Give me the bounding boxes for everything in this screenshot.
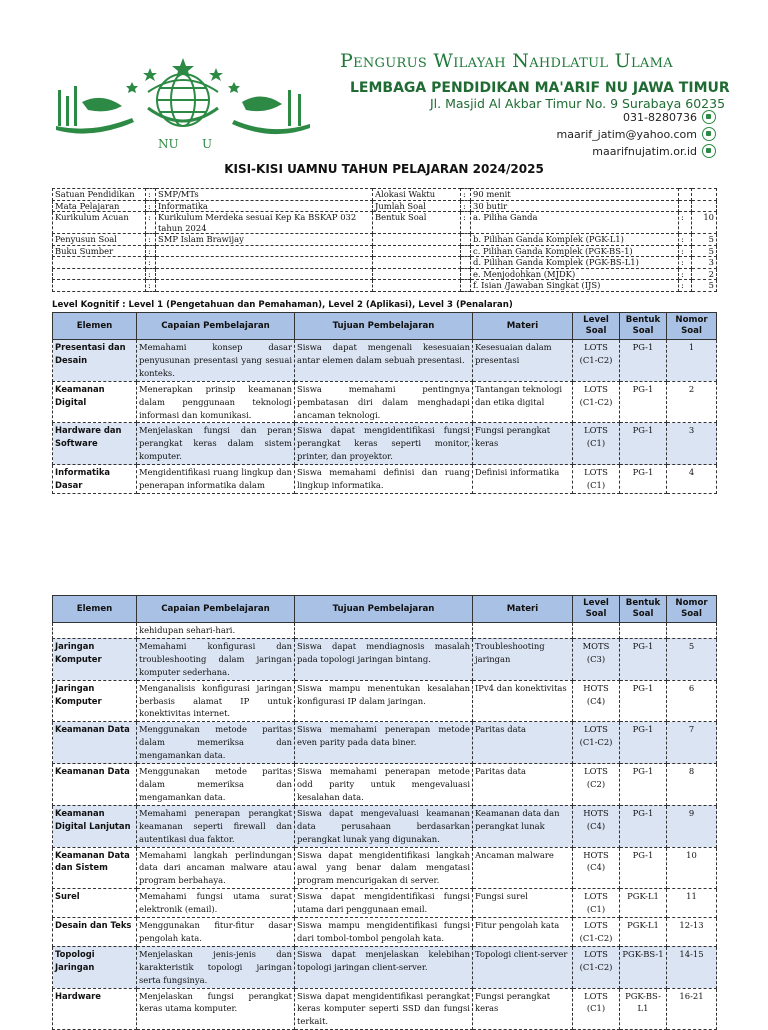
identity-value-2: e. Menjodohkan (MJDK) xyxy=(471,268,679,280)
level-cell: LOTS (C1) xyxy=(573,988,620,1030)
identity-colon: : xyxy=(146,257,156,269)
identity-colon: : xyxy=(461,189,471,201)
capaian-cell: Menjelaskan jenis-jenis dan karakteristik topologi jaringan serta fungsinya. xyxy=(137,946,295,988)
level-cell: LOTS (C1-C2) xyxy=(573,340,620,382)
capaian-cell: Memahami langkah perlindungan data dari ancaman malware atau program berbahaya. xyxy=(137,847,295,889)
identity-colon xyxy=(461,234,471,246)
column-header: Level Soal xyxy=(573,313,620,340)
materi-cell: Fitur pengolah kata xyxy=(473,918,573,947)
elemen-cell xyxy=(53,623,137,639)
table-row xyxy=(53,638,717,680)
elemen-cell: Presentasi dan Desain xyxy=(53,340,137,382)
materi-cell: Keamanan data dan perangkat lunak xyxy=(473,805,573,847)
elemen-cell: Hardware dan Software xyxy=(53,423,137,465)
identity-label: Kurikulum Acuan xyxy=(53,212,146,234)
identity-value xyxy=(156,280,373,292)
table-row xyxy=(53,805,717,847)
identity-row xyxy=(53,212,717,234)
nomor-cell: 5 xyxy=(667,638,717,680)
website-address: maarifnujatim.or.id xyxy=(592,144,697,158)
identity-colon: : xyxy=(146,234,156,246)
identity-value-2: 90 menit xyxy=(471,189,679,201)
capaian-cell: Memahami fungsi utama surat elektronik (email). xyxy=(137,889,295,918)
identity-colon: : xyxy=(146,245,156,257)
column-header: Level Soal xyxy=(573,596,620,623)
table-row xyxy=(53,847,717,889)
identity-colon xyxy=(461,257,471,269)
identity-count xyxy=(692,200,717,212)
table-row xyxy=(53,340,717,382)
identity-count: 2 xyxy=(692,268,717,280)
elemen-cell: Keamanan Digital xyxy=(53,381,137,423)
document-title: KISI-KISI UAMNU TAHUN PELAJARAN 2024/2025 xyxy=(224,162,544,176)
identity-label xyxy=(53,268,146,280)
empty-cell xyxy=(295,623,473,639)
identity-label: Satuan Pendidikan xyxy=(53,189,146,201)
identity-label xyxy=(53,280,146,292)
level-cell: LOTS (C1-C2) xyxy=(573,918,620,947)
nomor-cell: 10 xyxy=(667,847,717,889)
tujuan-cell: Siswa mampu menentukan kesalahan konfigurasi IP dalam jaringan. xyxy=(295,680,473,722)
nomor-cell: 8 xyxy=(667,764,717,806)
level-note: Level Kognitif : Level 1 (Pengetahuan dan Pemahaman), Level 2 (Aplikasi), Level 3 (Penalaran) xyxy=(52,300,513,310)
org-title: Pengurus Wilayah Nahdlatul Ulama xyxy=(340,50,673,72)
identity-count: 3 xyxy=(692,257,717,269)
column-header: Nomor Soal xyxy=(667,313,717,340)
column-header: Elemen xyxy=(53,596,137,623)
tujuan-cell: Siswa memahami penerapan metode odd parity untuk mengevaluasi kesalahan data. xyxy=(295,764,473,806)
elemen-cell: Keamanan Data dan Sistem xyxy=(53,847,137,889)
identity-colon xyxy=(679,200,692,212)
materi-cell: Definisi informatika xyxy=(473,465,573,494)
elemen-cell: Keamanan Data xyxy=(53,722,137,764)
materi-cell: Kesesuaian dalam presentasi xyxy=(473,340,573,382)
tujuan-cell: Siswa dapat mengidentifikasi langkah awal yang benar dalam mengatasi program mencurigakan di server. xyxy=(295,847,473,889)
capaian-cell: Menggunakan fitur-fitur dasar pengolah kata. xyxy=(137,918,295,947)
identity-label-2 xyxy=(373,268,461,280)
identity-value xyxy=(156,257,373,269)
elemen-cell: Surel xyxy=(53,889,137,918)
capaian-cell: Menerapkan prinsip keamanan dalam penggunaan teknologi informasi dan komunikasi. xyxy=(137,381,295,423)
identity-label-2 xyxy=(373,234,461,246)
tujuan-cell: Siswa memahami pentingnya pembatasan diri dalam menghadapi ancaman teknologi. xyxy=(295,381,473,423)
column-header: Elemen xyxy=(53,313,137,340)
identity-row xyxy=(53,245,717,257)
table-row xyxy=(53,889,717,918)
identity-colon: : xyxy=(679,245,692,257)
tujuan-cell: Siswa dapat mendiagnosis masalah pada topologi jaringan bintang. xyxy=(295,638,473,680)
identity-label: Mata Pelajaran xyxy=(53,200,146,212)
level-cell: LOTS (C1) xyxy=(573,465,620,494)
bentuk-cell: PG-1 xyxy=(620,340,667,382)
level-cell: MOTS (C3) xyxy=(573,638,620,680)
table-row xyxy=(53,381,717,423)
identity-colon: : xyxy=(461,200,471,212)
empty-cell xyxy=(573,623,620,639)
capaian-cell: kehidupan sehari-hari. xyxy=(137,623,295,639)
materi-cell: Ancaman malware xyxy=(473,847,573,889)
identity-value: SMP/MTs xyxy=(156,189,373,201)
bentuk-cell: PG-1 xyxy=(620,805,667,847)
identity-label-2 xyxy=(373,280,461,292)
level-cell: LOTS (C1-C2) xyxy=(573,722,620,764)
tujuan-cell: Siswa dapat mengidentifikasi perangkat keras komputer seperti SSD dan fungsi terkait. xyxy=(295,988,473,1030)
tujuan-cell: Siswa dapat mengevaluasi keamanan data perusahaan berdasarkan perangkat lunak yang digunakan. xyxy=(295,805,473,847)
bentuk-cell: PGK-BS-L1 xyxy=(620,988,667,1030)
identity-colon xyxy=(679,189,692,201)
table-row xyxy=(53,946,717,988)
globe-icon xyxy=(702,144,716,158)
elemen-cell: Keamanan Digital Lanjutan xyxy=(53,805,137,847)
identity-row xyxy=(53,234,717,246)
bentuk-cell: PG-1 xyxy=(620,722,667,764)
identity-value-2: d. Pilihan Ganda Komplek (PGK-BS-L1) xyxy=(471,257,679,269)
nomor-cell: 2 xyxy=(667,381,717,423)
identity-value-2: f. Isian /Jawaban Singkat (IJS) xyxy=(471,280,679,292)
contact-website xyxy=(592,144,716,158)
identity-colon: : xyxy=(679,234,692,246)
level-cell: LOTS (C1-C2) xyxy=(573,946,620,988)
level-cell: HOTS (C4) xyxy=(573,805,620,847)
identity-value: SMP Islam Brawijay xyxy=(156,234,373,246)
column-header: Nomor Soal xyxy=(667,596,717,623)
identity-row xyxy=(53,189,717,201)
column-header: Materi xyxy=(473,596,573,623)
empty-cell xyxy=(620,623,667,639)
identity-colon: : xyxy=(146,280,156,292)
table-row xyxy=(53,722,717,764)
contact-phone xyxy=(623,110,716,124)
identity-label xyxy=(53,257,146,269)
tujuan-cell: Siswa dapat mengidentifikasi fungsi perangkat keras seperti monitor, printer, dan proyektor. xyxy=(295,423,473,465)
materi-cell: Fungsi perangkat keras xyxy=(473,988,573,1030)
column-header: Capaian Pembelajaran xyxy=(137,596,295,623)
empty-cell xyxy=(473,623,573,639)
identity-colon: : xyxy=(146,189,156,201)
identity-value xyxy=(156,245,373,257)
materi-cell: Topologi client-server xyxy=(473,946,573,988)
logo-letter-n: NU xyxy=(158,137,179,151)
identity-count xyxy=(692,189,717,201)
elemen-cell: Desain dan Teks xyxy=(53,918,137,947)
nu-logo-icon xyxy=(52,56,314,158)
identity-value: Kurikulum Merdeka sesuai Kep Ka BSKAP 032 tahun 2024 xyxy=(156,212,373,234)
identity-table xyxy=(52,188,717,292)
contact-email xyxy=(556,127,716,141)
identity-value: Informatika xyxy=(156,200,373,212)
column-header: Bentuk Soal xyxy=(620,313,667,340)
tujuan-cell: Siswa dapat mengidentifikasi fungsi utama dari penggunaan email. xyxy=(295,889,473,918)
identity-row xyxy=(53,257,717,269)
letterhead xyxy=(0,0,768,160)
identity-value xyxy=(156,268,373,280)
identity-label-2: Bentuk Soal xyxy=(373,212,461,234)
kisi-table-page1 xyxy=(52,312,717,494)
nomor-cell: 7 xyxy=(667,722,717,764)
capaian-cell: Menjelaskan fungsi perangkat keras utama komputer. xyxy=(137,988,295,1030)
identity-count: 5 xyxy=(692,234,717,246)
identity-value-2: c. Pilihan Ganda Komplek (PGK-BS-1) xyxy=(471,245,679,257)
identity-colon: : xyxy=(679,268,692,280)
identity-label-2 xyxy=(373,257,461,269)
elemen-cell: Topologi Jaringan xyxy=(53,946,137,988)
identity-colon xyxy=(461,280,471,292)
materi-cell: IPv4 dan konektivitas xyxy=(473,680,573,722)
bentuk-cell: PGK-L1 xyxy=(620,889,667,918)
identity-label-2: Alokasi Waktu xyxy=(373,189,461,201)
materi-cell: Paritas data xyxy=(473,764,573,806)
elemen-cell: Informatika Dasar xyxy=(53,465,137,494)
capaian-cell: Menggunakan metode paritas dalam memeriksa dan mengamankan data. xyxy=(137,722,295,764)
identity-colon: : xyxy=(461,212,471,234)
materi-cell: Tantangan teknologi dan etika digital xyxy=(473,381,573,423)
level-cell: LOTS (C1) xyxy=(573,889,620,918)
level-cell: HOTS (C4) xyxy=(573,680,620,722)
org-subtitle: LEMBAGA PENDIDIKAN MA'ARIF NU JAWA TIMUR xyxy=(350,80,730,96)
capaian-cell: Memahami konsep dasar penyusunan presentasi yang sesuai konteks. xyxy=(137,340,295,382)
identity-row xyxy=(53,268,717,280)
table-row xyxy=(53,465,717,494)
table-row xyxy=(53,680,717,722)
table-row xyxy=(53,764,717,806)
nomor-cell: 3 xyxy=(667,423,717,465)
nomor-cell: 16-21 xyxy=(667,988,717,1030)
capaian-cell: Menjelaskan fungsi dan peran perangkat keras dalam sistem komputer. xyxy=(137,423,295,465)
column-header: Tujuan Pembelajaran xyxy=(295,596,473,623)
level-cell: HOTS (C4) xyxy=(573,847,620,889)
elemen-cell: Hardware xyxy=(53,988,137,1030)
identity-row xyxy=(53,200,717,212)
logo-letter-u: U xyxy=(202,137,213,151)
tujuan-cell: Siswa mampu mengidentifikasi fungsi dari tombol-tombol pengolah kata. xyxy=(295,918,473,947)
identity-colon: : xyxy=(679,280,692,292)
bentuk-cell: PGK-L1 xyxy=(620,918,667,947)
bentuk-cell: PG-1 xyxy=(620,465,667,494)
capaian-cell: Menggunakan metode paritas dalam memeriksa dan mengamankan data. xyxy=(137,764,295,806)
identity-colon: : xyxy=(146,212,156,234)
materi-cell: Paritas data xyxy=(473,722,573,764)
materi-cell: Fungsi perangkat keras xyxy=(473,423,573,465)
tujuan-cell: Siswa memahami definisi dan ruang lingkup informatika. xyxy=(295,465,473,494)
level-cell: LOTS (C1) xyxy=(573,423,620,465)
mail-icon xyxy=(702,127,716,141)
capaian-cell: Menganalisis konfigurasi jaringan berbasis alamat IP untuk konektivitas internet. xyxy=(137,680,295,722)
level-cell: LOTS (C1-C2) xyxy=(573,381,620,423)
bentuk-cell: PG-1 xyxy=(620,423,667,465)
materi-cell: Fungsi surel xyxy=(473,889,573,918)
nomor-cell: 11 xyxy=(667,889,717,918)
email-address: maarif_jatim@yahoo.com xyxy=(556,127,697,141)
carry-over-row xyxy=(53,623,717,639)
bentuk-cell: PG-1 xyxy=(620,680,667,722)
bentuk-cell: PG-1 xyxy=(620,847,667,889)
kisi-table-page2 xyxy=(52,595,717,1030)
column-header: Materi xyxy=(473,313,573,340)
identity-value-2: 30 butir xyxy=(471,200,679,212)
bentuk-cell: PG-1 xyxy=(620,764,667,806)
identity-colon xyxy=(461,245,471,257)
column-header: Bentuk Soal xyxy=(620,596,667,623)
table-header-row xyxy=(53,313,717,340)
nomor-cell: 6 xyxy=(667,680,717,722)
bentuk-cell: PG-1 xyxy=(620,381,667,423)
table-row xyxy=(53,918,717,947)
identity-colon: : xyxy=(679,212,692,234)
elemen-cell: Keamanan Data xyxy=(53,764,137,806)
identity-colon xyxy=(461,268,471,280)
identity-colon: : xyxy=(679,257,692,269)
elemen-cell: Jaringan Komputer xyxy=(53,680,137,722)
table-row xyxy=(53,423,717,465)
identity-value-2: b. Pilihan Ganda Komplek (PGK-L1) xyxy=(471,234,679,246)
capaian-cell: Memahami konfigurasi dan troubleshooting dalam jaringan komputer sederhana. xyxy=(137,638,295,680)
materi-cell: Troubleshooting jaringan xyxy=(473,638,573,680)
empty-cell xyxy=(667,623,717,639)
column-header: Capaian Pembelajaran xyxy=(137,313,295,340)
tujuan-cell: Siswa dapat menjelaskan kelebihan topologi jaringan client-server. xyxy=(295,946,473,988)
capaian-cell: Mengidentifikasi ruang lingkup dan penerapan informatika dalam xyxy=(137,465,295,494)
nomor-cell: 9 xyxy=(667,805,717,847)
level-cell: LOTS (C2) xyxy=(573,764,620,806)
identity-label-2 xyxy=(373,245,461,257)
table-header-row xyxy=(53,596,717,623)
identity-colon: : xyxy=(146,200,156,212)
bentuk-cell: PG-1 xyxy=(620,638,667,680)
identity-count: 5 xyxy=(692,280,717,292)
identity-value-2: a. Piliha Ganda xyxy=(471,212,679,234)
tujuan-cell: Siswa dapat mengenali kesesuaian antar elemen dalam sebuah presentasi. xyxy=(295,340,473,382)
nomor-cell: 1 xyxy=(667,340,717,382)
nomor-cell: 12-13 xyxy=(667,918,717,947)
tujuan-cell: Siswa memahami penerapan metode even parity pada data biner. xyxy=(295,722,473,764)
identity-label: Buku Sumber xyxy=(53,245,146,257)
elemen-cell: Jaringan Komputer xyxy=(53,638,137,680)
bentuk-cell: PGK-BS-1 xyxy=(620,946,667,988)
identity-count: 5 xyxy=(692,245,717,257)
column-header: Tujuan Pembelajaran xyxy=(295,313,473,340)
nomor-cell: 14-15 xyxy=(667,946,717,988)
phone-icon xyxy=(702,110,716,124)
identity-label-2: Jumlah Soal xyxy=(373,200,461,212)
identity-label: Penyusun Soal xyxy=(53,234,146,246)
capaian-cell: Memahami penerapan perangkat keamanan seperti firewall dan autentikasi dua faktor. xyxy=(137,805,295,847)
identity-row xyxy=(53,280,717,292)
org-address: Jl. Masjid Al Akbar Timur No. 9 Surabaya 60235 xyxy=(430,96,726,111)
phone-number: 031-8280736 xyxy=(623,110,697,124)
identity-count: 10 xyxy=(692,212,717,234)
nomor-cell: 4 xyxy=(667,465,717,494)
identity-colon: : xyxy=(146,268,156,280)
